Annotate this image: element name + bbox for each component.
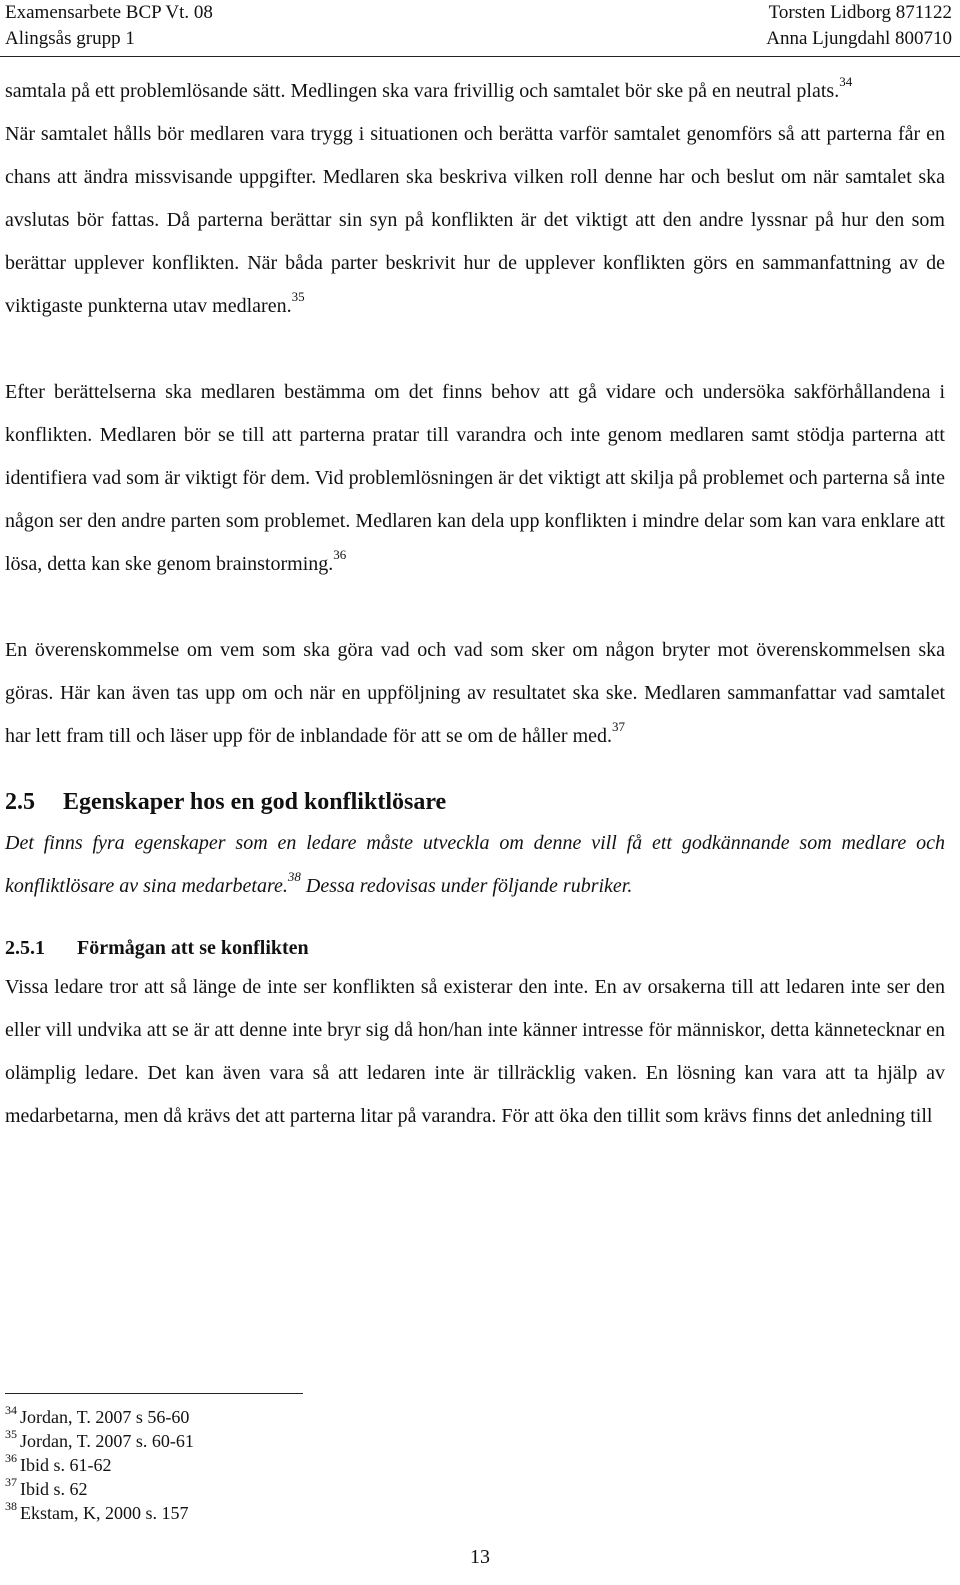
footnote-37 — [5, 1477, 194, 1501]
footnote-text: Ibid s. 61-62 — [20, 1455, 112, 1475]
subsection-paragraph — [5, 966, 945, 1138]
footnote-number: 35 — [5, 1427, 17, 1441]
paragraph-medling-intro — [5, 70, 945, 113]
subsection-heading — [5, 930, 945, 966]
subsection-title: Förmågan att se konflikten — [77, 937, 309, 959]
header-right — [766, 0, 952, 52]
footnote-divider — [5, 1393, 303, 1394]
footnote-ref-36[interactable]: 36 — [333, 547, 347, 563]
footnote-34 — [5, 1405, 194, 1429]
header-group: Alingsås grupp 1 — [5, 28, 135, 49]
header-author-2: Anna Ljungdahl 800710 — [766, 28, 952, 49]
page-header — [0, 0, 960, 57]
page-number: 13 — [470, 1546, 490, 1568]
footnote-number: 38 — [5, 1499, 17, 1513]
footnote-text: Jordan, T. 2007 s. 60-61 — [20, 1431, 194, 1451]
footnote-35 — [5, 1429, 194, 1453]
section-title: Egenskaper hos en god konfliktlösare — [63, 789, 447, 815]
paragraph-text: Vissa ledare tror att så länge de inte ser konflikten så existerar den inte. En av orsakerna till att ledaren inte ser den eller vill undvika att se är att denne inte bryr sig då hon/han inte känner intresse för människor, detta kännetecknar en olämplig ledare. Det kan även vara så att ledaren inte är tillräcklig vaken. En lösning kan vara att ta hjälp av medarbetarna, men då krävs det att parterna litar på varandra. För att öka den tillit som krävs finns det anledning till — [5, 976, 945, 1127]
paragraph-overenskommelse — [5, 629, 945, 758]
footnote-number: 37 — [5, 1475, 17, 1489]
footnote-text: Ekstam, K, 2000 s. 157 — [20, 1503, 189, 1523]
footnote-number: 34 — [5, 1403, 17, 1417]
footnote-text: Ibid s. 62 — [20, 1479, 88, 1499]
section-intro-tail: Dessa redovisas under följande rubriker. — [300, 875, 633, 897]
page-body — [5, 70, 945, 1138]
section-heading — [5, 782, 945, 822]
section-number: 2.5 — [5, 789, 35, 815]
paragraph-berattelserna — [5, 371, 945, 586]
paragraph-text: När samtalet hålls bör medlaren vara trygg i situationen och berätta varför samtalet genomförs så att parterna får en chans att ändra missvisande uppgifter. Medlaren ska beskriva vilken roll denne har och beslut om när samtalet ska avslutas bör fattas. Då parterna berättar sin syn på konflikten är det viktigt att den andre lyssnar på hur den som berättar upplever konflikten. När båda parter beskrivit hur de upplever konflikten görs en sammanfattning av de viktigaste punkterna utav medlaren. — [5, 123, 945, 317]
footnote-ref-37[interactable]: 37 — [612, 719, 626, 735]
paragraph-samtalet — [5, 113, 945, 328]
footnote-text: Jordan, T. 2007 s 56-60 — [20, 1407, 190, 1427]
footnote-ref-35[interactable]: 35 — [291, 289, 305, 305]
footnote-ref-34[interactable]: 34 — [839, 74, 853, 90]
paragraph-text: En överenskommelse om vem som ska göra vad och vad som sker om någon bryter mot överenskommelsen ska göras. Här kan även tas upp om och när en uppföljning av resultatet ska ske. Medlaren sammanfattar vad samtalet har lett fram till och läser upp för de inblandade för att se om de håller med. — [5, 639, 945, 747]
header-course: Examensarbete BCP Vt. 08 — [5, 2, 213, 23]
paragraph-text: samtala på ett problemlösande sätt. Medlingen ska vara frivillig och samtalet bör ske på en neutral plats. — [5, 80, 840, 102]
header-left — [5, 0, 213, 52]
footnote-number: 36 — [5, 1451, 17, 1465]
footnote-36 — [5, 1453, 194, 1477]
footnote-ref-38[interactable]: 38 — [287, 869, 301, 885]
subsection-number: 2.5.1 — [5, 937, 45, 959]
section-intro-text: Det finns fyra egenskaper som en ledare måste utveckla om denne vill få ett godkännande som medlare och konfliktlösare av sina medarbetare. — [5, 832, 945, 897]
footnotes — [5, 1405, 194, 1525]
footnote-38 — [5, 1501, 194, 1525]
paragraph-text: Efter berättelserna ska medlaren bestämma om det finns behov att gå vidare och undersöka sakförhållandena i konflikten. Medlaren bör se till att parterna pratar till varandra och inte genom medlaren samt stödja parterna att identifiera vad som är viktigt för dem. Vid problemlösningen är det viktigt att skilja på problemet och parterna så inte någon ser den andre parten som problemet. Medlaren kan dela upp konflikten i mindre delar som kan vara enklare att lösa, detta kan ske genom brainstorming. — [5, 381, 945, 575]
section-intro — [5, 822, 945, 908]
header-author-1: Torsten Lidborg 871122 — [768, 2, 952, 23]
